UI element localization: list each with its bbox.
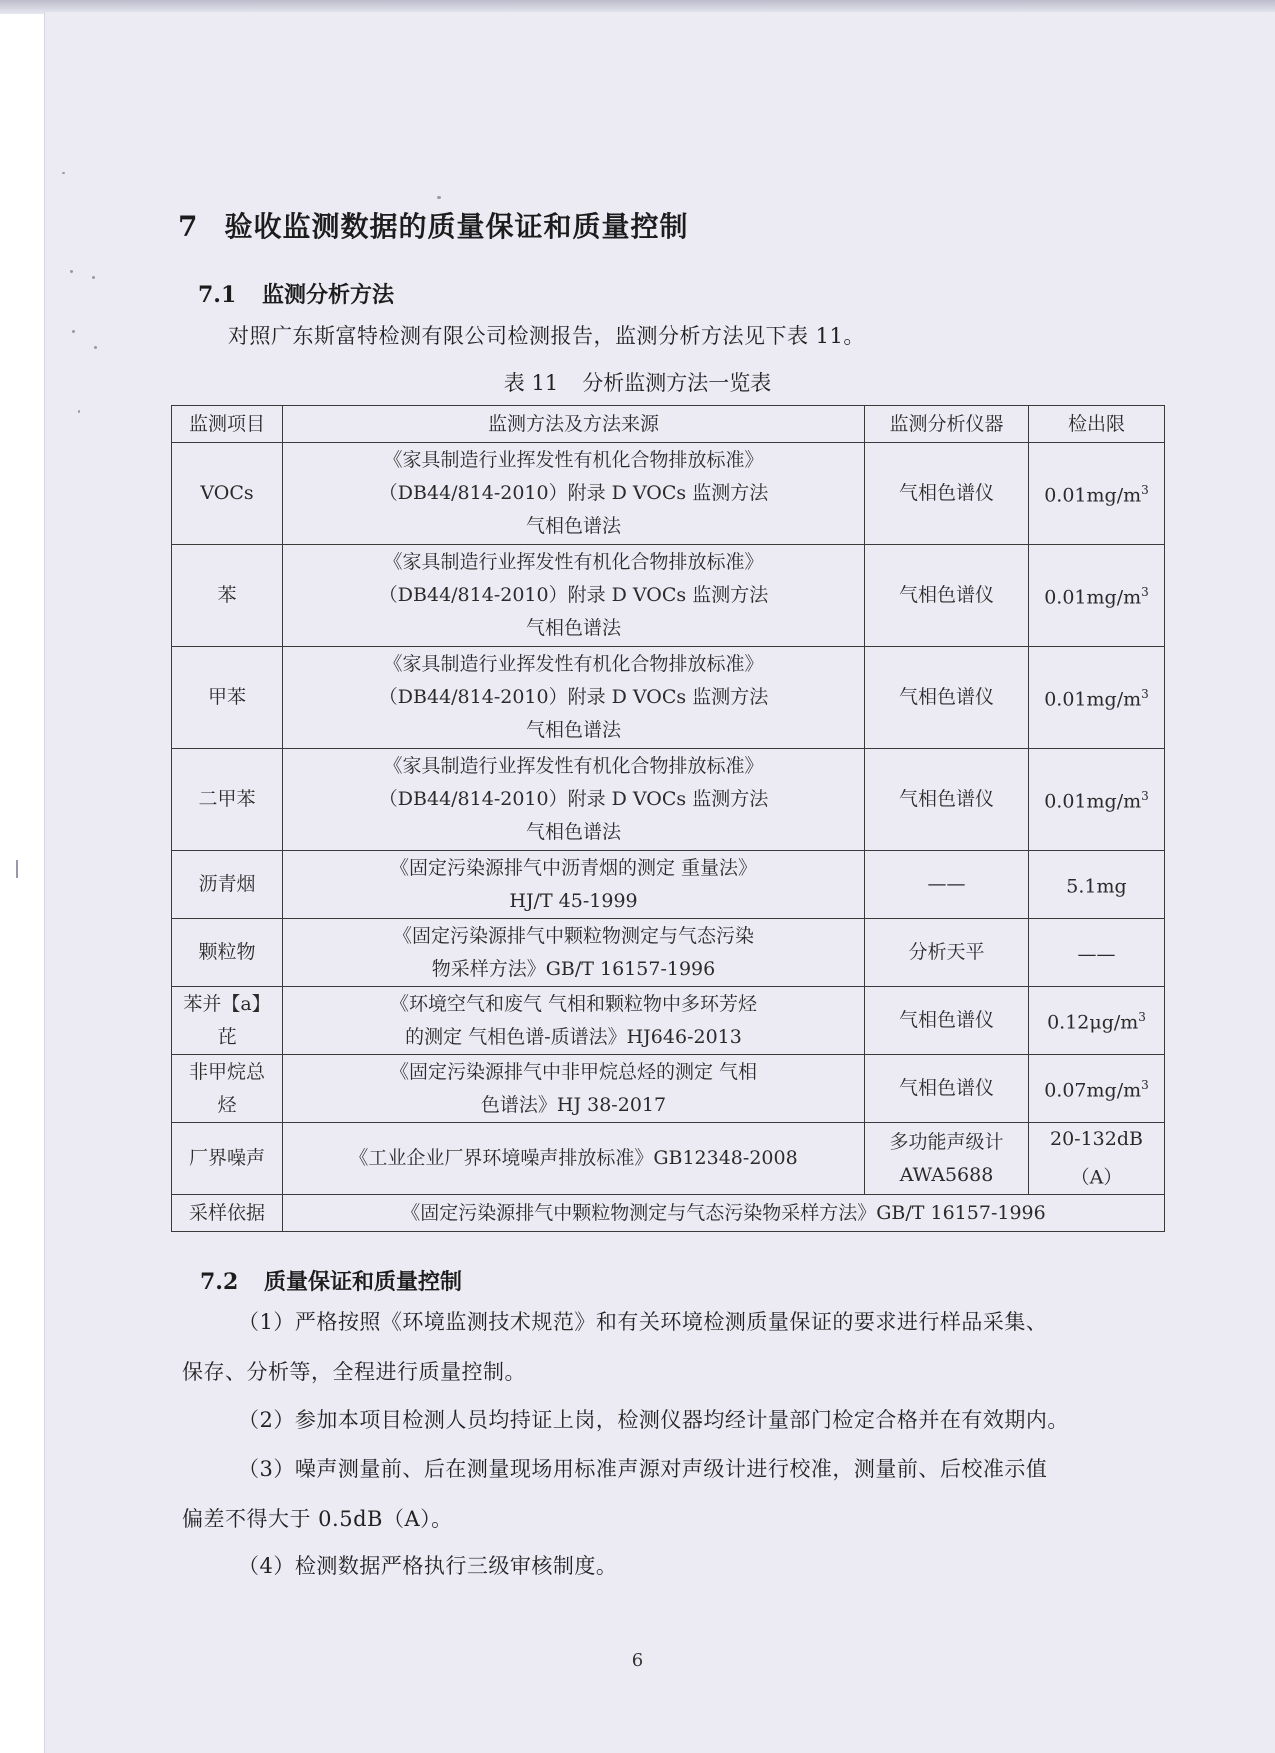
limit-superscript: 3 — [1141, 483, 1149, 498]
subsection-number: 7.2 — [200, 1269, 239, 1295]
intro-paragraph: 对照广东斯富特检测有限公司检测报告，监测分析方法见下表 11。 — [228, 324, 865, 348]
limit-value: 0.01mg/m — [1044, 484, 1142, 507]
subsection-title: 质量保证和质量控制 — [264, 1269, 463, 1295]
header-item: 监测项目 — [172, 406, 283, 443]
scan-speck — [78, 410, 80, 413]
limit-superscript: 3 — [1141, 687, 1149, 702]
cell-sampling-method: 《固定污染源排气中颗粒物测定与气态污染物采样方法》GB/T 16157-1996 — [283, 1195, 1165, 1232]
cell-limit — [1029, 1123, 1165, 1195]
qa-item-3-line-1: （3）噪声测量前、后在测量现场用标准声源对声级计进行校准，测量前、后校准示值 — [238, 1457, 1048, 1481]
subsection-heading-methods — [198, 278, 394, 309]
qa-item-2: （2）参加本项目检测人员均持证上岗，检测仪器均经计量部门检定合格并在有效期内。 — [238, 1408, 1069, 1432]
cell-item: 采样依据 — [172, 1195, 283, 1232]
table-row — [172, 987, 1165, 1055]
cell-limit — [1029, 749, 1165, 851]
limit-value: 0.01mg/m — [1044, 586, 1142, 609]
cell-method: 《固定污染源排气中颗粒物测定与气态污染 物采样方法》GB/T 16157-1996 — [283, 919, 865, 987]
qa-item-4: （4）检测数据严格执行三级审核制度。 — [238, 1554, 618, 1578]
limit-value: 20-132dB （A） — [1050, 1128, 1143, 1189]
table-row — [172, 647, 1165, 749]
qa-item-1-line-1: （1）严格按照《环境监测技术规范》和有关环境检测质量保证的要求进行样品采集、 — [238, 1310, 1048, 1334]
cell-instrument: 气相色谱仪 — [865, 1055, 1029, 1123]
cell-method: 《固定污染源排气中沥青烟的测定 重量法》 HJ/T 45-1999 — [283, 851, 865, 919]
cell-limit — [1029, 851, 1165, 919]
page-number: 6 — [631, 1650, 644, 1671]
scan-speck — [92, 276, 95, 279]
scan-speck — [72, 330, 75, 333]
cell-item: 厂界噪声 — [172, 1123, 283, 1195]
cell-limit — [1029, 545, 1165, 647]
section-title: 验收监测数据的质量保证和质量控制 — [224, 210, 689, 243]
limit-value: 0.01mg/m — [1044, 688, 1142, 711]
table-row — [172, 749, 1165, 851]
header-limit: 检出限 — [1029, 406, 1165, 443]
scan-speck — [437, 196, 441, 199]
qa-item-1-line-2: 保存、分析等，全程进行质量控制。 — [182, 1360, 526, 1384]
table-caption-number: 表 11 — [503, 371, 559, 395]
subsection-title: 监测分析方法 — [262, 282, 395, 308]
cell-limit — [1029, 647, 1165, 749]
cell-instrument: 气相色谱仪 — [865, 647, 1029, 749]
cell-limit — [1029, 443, 1165, 545]
cell-method: 《环境空气和废气 气相和颗粒物中多环芳烃 的测定 气相色谱-质谱法》HJ646-2013 — [283, 987, 865, 1055]
scan-speck — [16, 860, 18, 878]
limit-superscript: 3 — [1138, 1010, 1146, 1025]
cell-method: 《工业企业厂界环境噪声排放标准》GB12348-2008 — [283, 1123, 865, 1195]
cell-instrument: 气相色谱仪 — [865, 987, 1029, 1055]
cell-instrument: —— — [865, 851, 1029, 919]
cell-limit — [1029, 1055, 1165, 1123]
cell-item: VOCs — [172, 443, 283, 545]
cell-method: 《固定污染源排气中非甲烷总烃的测定 气相 色谱法》HJ 38-2017 — [283, 1055, 865, 1123]
table-row — [172, 1123, 1165, 1195]
table-row — [172, 1055, 1165, 1123]
limit-value: 0.07mg/m — [1044, 1079, 1142, 1102]
cell-limit — [1029, 987, 1165, 1055]
table-caption — [0, 367, 1275, 397]
cell-item: 沥青烟 — [172, 851, 283, 919]
header-method: 监测方法及方法来源 — [283, 406, 865, 443]
cell-method: 《家具制造行业挥发性有机化合物排放标准》 （DB44/814-2010）附录 D VOCs 监测方法 气相色谱法 — [283, 443, 865, 545]
cell-limit — [1029, 919, 1165, 987]
table-row — [172, 919, 1165, 987]
limit-value: 0.01mg/m — [1044, 790, 1142, 813]
cell-item: 二甲苯 — [172, 749, 283, 851]
header-instrument: 监测分析仪器 — [865, 406, 1029, 443]
subsection-heading-qa — [200, 1265, 462, 1296]
cell-item: 甲苯 — [172, 647, 283, 749]
cell-item: 非甲烷总 烃 — [172, 1055, 283, 1123]
cell-method: 《家具制造行业挥发性有机化合物排放标准》 （DB44/814-2010）附录 D VOCs 监测方法 气相色谱法 — [283, 647, 865, 749]
limit-superscript: 3 — [1141, 789, 1149, 804]
section-number: 7 — [178, 210, 199, 243]
scan-speck — [70, 270, 73, 273]
section-heading — [178, 205, 689, 245]
cell-item: 苯 — [172, 545, 283, 647]
qa-item-3-line-2: 偏差不得大于 0.5dB（A）。 — [182, 1507, 453, 1531]
limit-value: 5.1mg — [1066, 875, 1127, 898]
cell-instrument: 气相色谱仪 — [865, 443, 1029, 545]
cell-method: 《家具制造行业挥发性有机化合物排放标准》 （DB44/814-2010）附录 D VOCs 监测方法 气相色谱法 — [283, 749, 865, 851]
cell-instrument: 多功能声级计 AWA5688 — [865, 1123, 1029, 1195]
table-row — [172, 443, 1165, 545]
cell-instrument: 气相色谱仪 — [865, 749, 1029, 851]
scan-speck — [94, 346, 97, 349]
cell-method: 《家具制造行业挥发性有机化合物排放标准》 （DB44/814-2010）附录 D VOCs 监测方法 气相色谱法 — [283, 545, 865, 647]
cell-instrument: 分析天平 — [865, 919, 1029, 987]
table-row-sampling — [172, 1195, 1165, 1232]
table-row — [172, 545, 1165, 647]
table-header-row — [172, 406, 1165, 443]
cell-item: 苯并【a】 芘 — [172, 987, 283, 1055]
table-caption-title: 分析监测方法一览表 — [582, 371, 772, 395]
cell-item: 颗粒物 — [172, 919, 283, 987]
methods-table — [171, 405, 1165, 1232]
limit-value: 0.12μg/m — [1047, 1011, 1139, 1034]
limit-value: —— — [1077, 943, 1116, 966]
subsection-number: 7.1 — [198, 282, 237, 308]
limit-superscript: 3 — [1141, 585, 1149, 600]
limit-superscript: 3 — [1141, 1078, 1149, 1093]
table-row — [172, 851, 1165, 919]
cell-instrument: 气相色谱仪 — [865, 545, 1029, 647]
scan-speck — [62, 172, 65, 174]
